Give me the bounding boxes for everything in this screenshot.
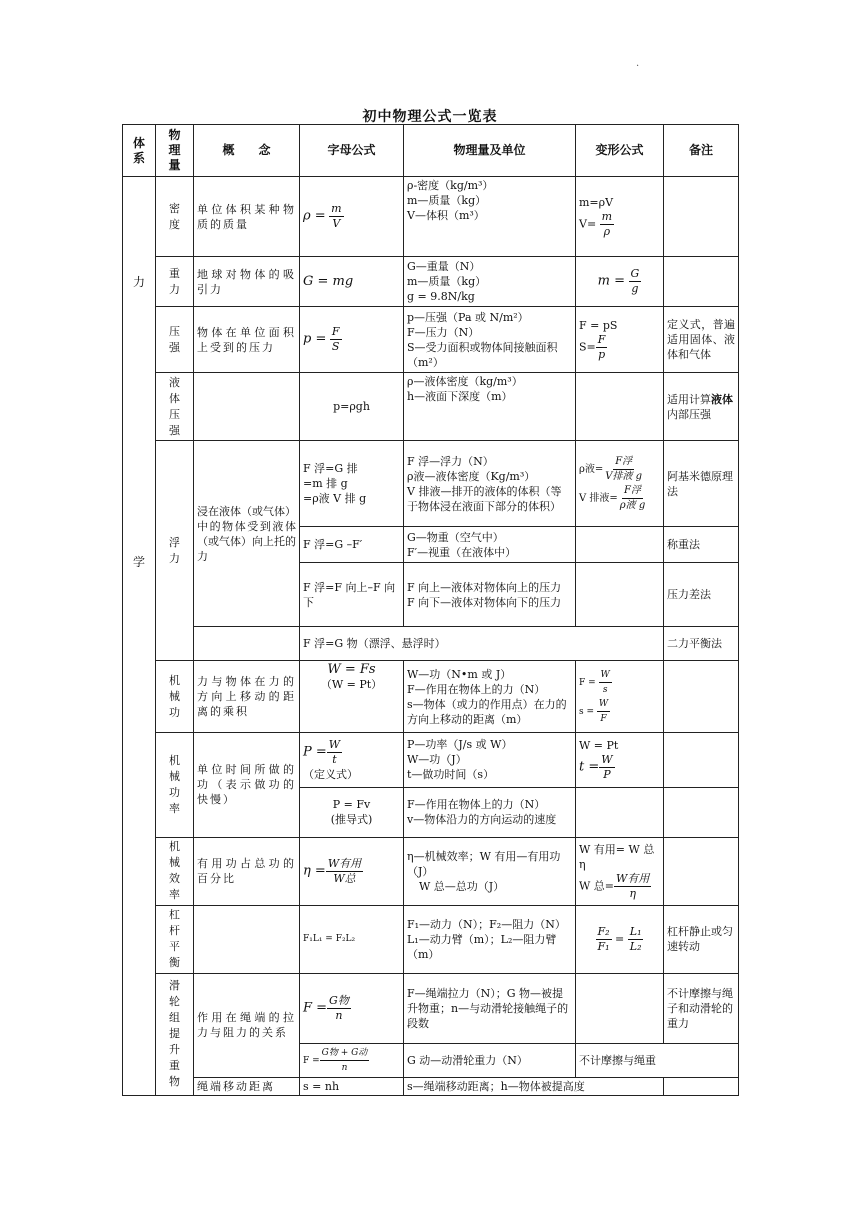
derived-work: F = $\frac{W}{s}$ s = $\frac{W}{F}$	[576, 661, 664, 733]
formula-work: W = Fs （W = Pt）	[300, 661, 404, 733]
col-header-quantity: 物理量	[156, 125, 194, 177]
table-row-buoyancy-4	[123, 627, 739, 661]
quantity-pressure: 压强	[156, 307, 194, 373]
derived-buoyancy-3	[576, 563, 664, 627]
note-efficiency	[664, 837, 739, 905]
derived-power-2	[576, 787, 664, 837]
concept-power: 单位时间所做的功（表示做功的快慢）	[194, 733, 300, 837]
table-row-lever	[123, 905, 739, 973]
concept-efficiency: 有用功占总功的百分比	[194, 837, 300, 905]
units-work: W—功（N•m 或 J） F—作用在物体上的力（N） s—物体（或力的作用点）在力的方向上移动的距离（m）	[404, 661, 576, 733]
table-row-work	[123, 661, 739, 733]
note-power-1	[664, 733, 739, 787]
concept-liquid-pressure	[194, 373, 300, 441]
note-liquid-pressure: 适用计算液体内部压强	[664, 373, 739, 441]
units-pulley-1: F—绳端拉力（N）；G 物—被提升物重；n—与动滑轮接触绳子的段数	[404, 973, 576, 1043]
concept-pressure: 物体在单位面积上受到的压力	[194, 307, 300, 373]
derived-buoyancy-1: ρ液= $\frac{\text{F浮}}{\text{V排液 g}}$ V 排液= $\frac{\text{F浮}}{\text{ρ液 g}}$	[576, 441, 664, 527]
concept-pulley-3: 绳端移动距离	[194, 1078, 300, 1096]
quantity-efficiency: 机械效率	[156, 837, 194, 905]
formula-power-2: P = Fv (推导式)	[300, 787, 404, 837]
concept-buoyancy: 浸在液体（或气体）中的物体受到液体（或气体）向上托的力	[194, 441, 300, 627]
system-cell	[123, 177, 156, 1096]
col-header-derived: 变形公式	[576, 125, 664, 177]
concept-work: 力与物体在力的方向上移动的距离的乘积	[194, 661, 300, 733]
quantity-density: 密度	[156, 177, 194, 257]
table-header-row	[123, 125, 739, 177]
system-char-2: 学	[132, 555, 145, 569]
units-pressure: p—压强（Pa 或 N/m²） F—压力（N） S—受力面积或物体间接触面积（m²）	[404, 307, 576, 373]
concept-buoyancy-4	[194, 627, 300, 661]
col-header-notes: 备注	[664, 125, 739, 177]
derived-gravity: m = $\frac{G}{g}$	[576, 257, 664, 307]
concept-pulley: 作用在绳端的拉力与阻力的关系	[194, 973, 300, 1077]
formula-buoyancy-1: F 浮=G 排 =m 排 g =ρ液 V 排 g	[300, 441, 404, 527]
derived-pulley-2: 不计摩擦与绳重	[576, 1044, 739, 1078]
table-row-pressure	[123, 307, 739, 373]
table-row-buoyancy-1	[123, 441, 739, 527]
derived-lever: $\frac{\text{F₂}}{\text{F₁}}$ = $\frac{\text{L₁}}{\text{L₂}}$	[576, 905, 664, 973]
note-pressure: 定义式，普遍适用固体、液体和气体	[664, 307, 739, 373]
derived-density: m=ρV V= $\frac{m}{\rho}$	[576, 177, 664, 257]
units-power-2: F—作用在物体上的力（N） v—物体沿力的方向运动的速度	[404, 787, 576, 837]
formula-pulley-2: F = $\frac{\text{G物 + G动}}{n}$	[300, 1044, 404, 1078]
units-lever: F₁—动力（N）；F₂—阻力（N） L₁—动力臂（m）；L₂—阻力臂（m）	[404, 905, 576, 973]
table-row-density	[123, 177, 739, 257]
table-row-pulley-1	[123, 973, 739, 1043]
note-pulley-1: 不计摩擦与绳子和动滑轮的重力	[664, 973, 739, 1043]
quantity-buoyancy: 浮力	[156, 441, 194, 661]
note-density	[664, 177, 739, 257]
concept-gravity: 地球对物体的吸引力	[194, 257, 300, 307]
quantity-power: 机械功率	[156, 733, 194, 837]
quantity-lever: 杠杆平衡	[156, 905, 194, 973]
formula-buoyancy-3: F 浮=F 向上–F 向下	[300, 563, 404, 627]
units-density: ρ-密度（kg/m³） m—质量（kg） V—体积（m³）	[404, 177, 576, 257]
formula-gravity: G = mg	[300, 257, 404, 307]
note-pulley-3	[664, 1078, 739, 1096]
concept-lever	[194, 905, 300, 973]
table-row-liquid-pressure	[123, 373, 739, 441]
units-pulley-3: s—绳端移动距离；h—物体被提高度	[404, 1078, 664, 1096]
derived-buoyancy-2	[576, 527, 664, 563]
formula-table	[122, 124, 739, 1096]
derived-power-1: W = Pt t = $\frac{W}{P}$	[576, 733, 664, 787]
note-buoyancy-4: 二力平衡法	[664, 627, 739, 661]
table-row-pulley-3	[123, 1078, 739, 1096]
quantity-gravity: 重力	[156, 257, 194, 307]
concept-density: 单位体积某种物质的质量	[194, 177, 300, 257]
formula-power-1: P = $\frac{W}{t}$ （定义式）	[300, 733, 404, 787]
units-buoyancy-1: F 浮—浮力（N） ρ液—液体密度（Kg/m³） V 排液—排开的液体的体积（等于物体浸在液面下部分的体积）	[404, 441, 576, 527]
units-liquid-pressure: ρ—液体密度（kg/m³） h—液面下深度（m）	[404, 373, 576, 441]
page-title: 初中物理公式一览表	[362, 109, 498, 125]
derived-pressure: F = pS S= $\frac{F}{p}$	[576, 307, 664, 373]
units-power-1: P—功率（J/s 或 W） W—功（J） t—做功时间（s）	[404, 733, 576, 787]
formula-pressure: p = $\frac{F}{S}$	[300, 307, 404, 373]
units-buoyancy-3: F 向上—液体对物体向上的压力 F 向下—液体对物体向下的压力	[404, 563, 576, 627]
system-char-1: 力	[132, 275, 145, 289]
formula-lever: F₁L₁ = F₂L₂	[300, 905, 404, 973]
derived-pulley-1	[576, 973, 664, 1043]
derived-efficiency: W 有用= W 总η W 总= $\frac{\text{W有用}}{\eta}$	[576, 837, 664, 905]
note-buoyancy-2: 称重法	[664, 527, 739, 563]
table-row-gravity	[123, 257, 739, 307]
formula-pulley-1: F = $\frac{\text{G物}}{n}$	[300, 973, 404, 1043]
units-buoyancy-2: G—物重（空气中） F′—视重（在液体中）	[404, 527, 576, 563]
table-row-efficiency	[123, 837, 739, 905]
units-gravity: G—重量（N） m—质量（kg） g = 9.8N/kg	[404, 257, 576, 307]
units-pulley-2: G 动—动滑轮重力（N）	[404, 1044, 576, 1078]
quantity-pulley: 滑轮组提升重物	[156, 973, 194, 1095]
formula-efficiency: η = $\frac{\text{W有用}}{\text{W总}}$	[300, 837, 404, 905]
note-lever: 杠杆静止或匀速转动	[664, 905, 739, 973]
formula-buoyancy-4: F 浮=G 物（漂浮、悬浮时）	[300, 627, 664, 661]
col-header-units: 物理量及单位	[404, 125, 576, 177]
note-work	[664, 661, 739, 733]
note-gravity	[664, 257, 739, 307]
formula-pulley-3: s = nh	[300, 1078, 404, 1096]
note-buoyancy-3: 压力差法	[664, 563, 739, 627]
units-efficiency: η—机械效率；W 有用—有用功（J） W 总—总功（J）	[404, 837, 576, 905]
table-row-power-1	[123, 733, 739, 787]
col-header-concept: 概 念	[194, 125, 300, 177]
note-power-2	[664, 787, 739, 837]
col-header-system: 体系	[123, 125, 156, 177]
quantity-liquid-pressure: 液体压强	[156, 373, 194, 441]
quantity-work: 机械功	[156, 661, 194, 733]
header-mark: .	[636, 58, 640, 69]
col-header-formula: 字母公式	[300, 125, 404, 177]
formula-liquid-pressure: p=ρgh	[300, 373, 404, 441]
derived-liquid-pressure	[576, 373, 664, 441]
formula-density: ρ = $\frac{m}{V}$	[300, 177, 404, 257]
formula-buoyancy-2: F 浮=G –F′	[300, 527, 404, 563]
note-buoyancy-1: 阿基米德原理法	[664, 441, 739, 527]
